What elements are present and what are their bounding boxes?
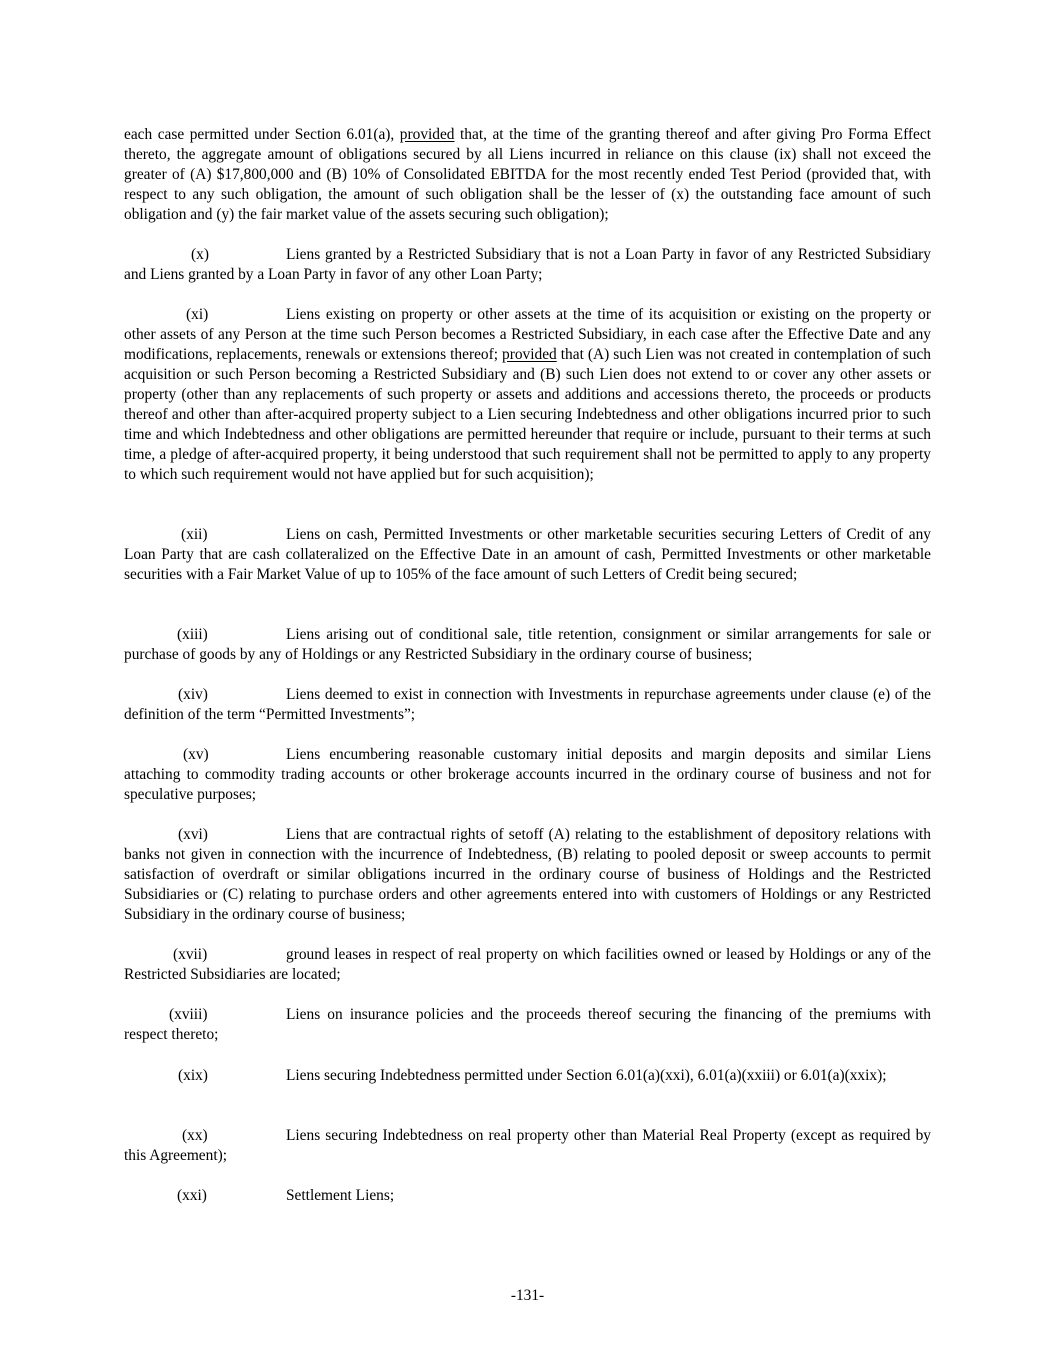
clause-xiii: [124, 625, 931, 665]
clause-text: Liens encumbering reasonable customary initial deposits and margin deposits and similar Liens attaching to commodity trading accounts or other brokerage accounts incurred in the ordinary course of business and not for speculative purposes;: [124, 746, 931, 803]
clause-number: (xviii): [169, 1006, 208, 1023]
clause-number: (x): [191, 246, 209, 263]
clause-text: Liens securing Indebtedness permitted under Section 6.01(a)(xxi), 6.01(a)(xxiii) or 6.01(a)(xxix);: [286, 1067, 887, 1084]
clause-text: Liens arising out of conditional sale, title retention, consignment or similar arrangements for sale or purchase of goods by any of Holdings or any Restricted Subsidiary in the ordinary course of business;: [124, 626, 931, 663]
clause-text: Liens on insurance policies and the proceeds thereof securing the financing of the premiums with respect thereto;: [124, 1006, 931, 1043]
clause-number: (xiii): [177, 626, 208, 643]
clause-text-end: that (A) such Lien was not created in contemplation of such acquisition or such Person becoming a Restricted Subsidiary and (B) such Lien does not extend to or cover any other assets or property (other than any replacements of such property or assets and additions and accessions thereto, the proceeds or products thereof and other than after-acquired property subject to a Lien securing Indebtedness and other obligations incurred prior to such time and which Indebtedness and other obligations are permitted hereunder that require or include, pursuant to their terms at such time, a pledge of after-acquired property, it being understood that such requirement shall not be permitted to apply to any property to which such requirement would not have applied but for such acquisition);: [124, 346, 931, 483]
clause-text: Liens on cash, Permitted Investments or other marketable securities securing Letters of Credit of any Loan Party that are cash collateralized on the Effective Date in an amount of cash, Permitted Investments or other marketable securities with a Fair Market Value of up to 105% of the face amount of such Letters of Credit being secured;: [124, 526, 931, 583]
clause-number: (xvii): [173, 946, 208, 963]
intro-paragraph: [124, 125, 931, 225]
clause-xxi: [124, 1186, 931, 1206]
clause-text: Liens granted by a Restricted Subsidiary that is not a Loan Party in favor of any Restricted Subsidiary and Liens granted by a Loan Party in favor of any other Loan Party;: [124, 246, 931, 283]
clause-x: [124, 245, 931, 285]
clause-number: (xi): [186, 306, 209, 323]
clause-xvii: [124, 945, 931, 985]
clause-number: (xii): [181, 526, 208, 543]
clause-number: (xvi): [178, 826, 208, 843]
clause-number: (xv): [183, 746, 209, 763]
page-number: -131-: [510, 1287, 545, 1304]
clause-number: (xix): [178, 1067, 208, 1084]
clause-text-start: Liens existing on property or other assets at the time of its acquisition or existing on the property or other assets of any Person at the time such Person becomes a Restricted Subsidiary, in each case after the Effective Date and any modifications, replacements, renewals or extensions thereof;: [124, 306, 931, 363]
clause-number: (xx): [182, 1127, 208, 1144]
clause-xv: [124, 745, 931, 805]
clause-xvi: [124, 825, 931, 925]
clause-text: Settlement Liens;: [286, 1187, 395, 1204]
clause-text: Liens that are contractual rights of setoff (A) relating to the establishment of depository relations with banks not given in connection with the incurrence of Indebtedness, (B) relating to pooled deposit or sweep accounts to permit satisfaction of overdraft or similar obligations incurred in the ordinary course of business of Holdings and the Restricted Subsidiaries or (C) relating to purchase orders and other agreements entered into with customers of Holdings or any Restricted Subsidiary in the ordinary course of business;: [124, 826, 931, 923]
clause-number: (xiv): [178, 686, 208, 703]
clause-text: ground leases in respect of real property on which facilities owned or leased by Holdings or any of the Restricted Subsidiaries are located;: [124, 946, 931, 983]
clause-xix: [124, 1066, 931, 1086]
intro-text-start: each case permitted under Section 6.01(a),: [124, 126, 400, 143]
intro-text-end: that, at the time of the granting thereof and after giving Pro Forma Effect thereto, the aggregate amount of obligations secured by all Liens incurred in reliance on this clause (ix) shall not exceed the greater of (A) $17,800,000 and (B) 10% of Consolidated EBITDA for the most recently ended Test Period (provided that, with respect to any such obligation, the amount of such obligation shall be the lesser of (x) the outstanding face amount of such obligation and (y) the fair market value of the assets securing such obligation);: [124, 126, 931, 223]
clause-text: Liens securing Indebtedness on real property other than Material Real Property (except as required by this Agreement);: [124, 1127, 931, 1164]
clause-xviii: [124, 1005, 931, 1045]
clause-xii: [124, 525, 931, 585]
clause-text: Liens deemed to exist in connection with Investments in repurchase agreements under clause (e) of the definition of the term “Permitted Investments”;: [124, 686, 931, 723]
clause-xiv: [124, 685, 931, 725]
clause-provided-term: provided: [502, 346, 557, 363]
clause-number: (xxi): [177, 1187, 207, 1204]
intro-provided-term: provided: [399, 126, 455, 143]
clause-xi: [124, 305, 931, 485]
clause-xx: [124, 1126, 931, 1166]
